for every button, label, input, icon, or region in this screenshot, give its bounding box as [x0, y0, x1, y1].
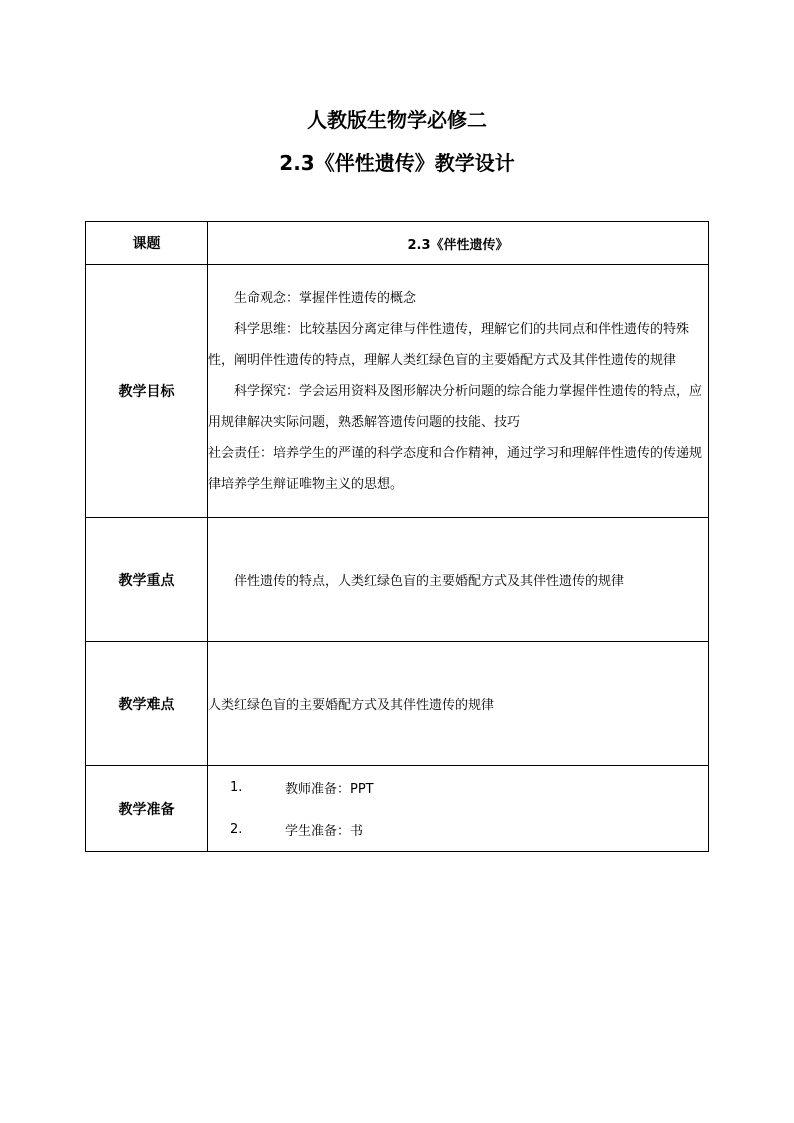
objective-item: 社会责任：培养学生的严谨的科学态度和合作精神，通过学习和理解伴性遗传的传递规律培养学生辩证唯物主义的思想。	[208, 445, 703, 492]
key-points-label: 教学重点	[86, 518, 208, 642]
objectives-content	[208, 265, 709, 518]
list-text: 教师准备：PPT	[285, 782, 374, 797]
objective-item: 科学探究：学会运用资料及图形解决分析问题的综合能力掌握伴性遗传的特点，应用规律解决实际问题，熟悉解答遗传问题的技能、技巧	[208, 383, 703, 430]
document-subtitle: 2.3《伴性遗传》教学设计	[279, 151, 515, 175]
lesson-plan-table	[85, 221, 709, 852]
key-points-value: 伴性遗传的特点，人类红绿色盲的主要婚配方式及其伴性遗传的规律	[208, 518, 709, 642]
preparation-label: 教学准备	[86, 766, 208, 852]
list-item	[208, 809, 708, 851]
document-title: 人教版生物学必修二	[307, 108, 487, 132]
list-text: 学生准备：书	[285, 824, 364, 839]
list-number: 2.	[230, 822, 243, 837]
topic-row	[86, 222, 709, 265]
preparation-row	[86, 766, 709, 852]
difficulties-row	[86, 642, 709, 766]
key-points-row	[86, 518, 709, 642]
objectives-row	[86, 265, 709, 518]
topic-value: 2.3《伴性遗传》	[208, 222, 709, 265]
difficulties-label: 教学难点	[86, 642, 208, 766]
objective-item: 科学思维：比较基因分离定律与伴性遗传，理解它们的共同点和伴性遗传的特殊性，阐明伴性遗传的特点，理解人类红绿色盲的主要婚配方式及其伴性遗传的规律	[208, 321, 690, 368]
difficulties-value: 人类红绿色盲的主要婚配方式及其伴性遗传的规律	[208, 642, 709, 766]
objective-item: 生命观念：掌握伴性遗传的概念	[234, 290, 417, 306]
objectives-label: 教学目标	[86, 265, 208, 518]
list-number: 1.	[230, 780, 243, 795]
list-item	[208, 767, 708, 809]
topic-label: 课题	[86, 222, 208, 265]
preparation-content	[208, 766, 709, 852]
